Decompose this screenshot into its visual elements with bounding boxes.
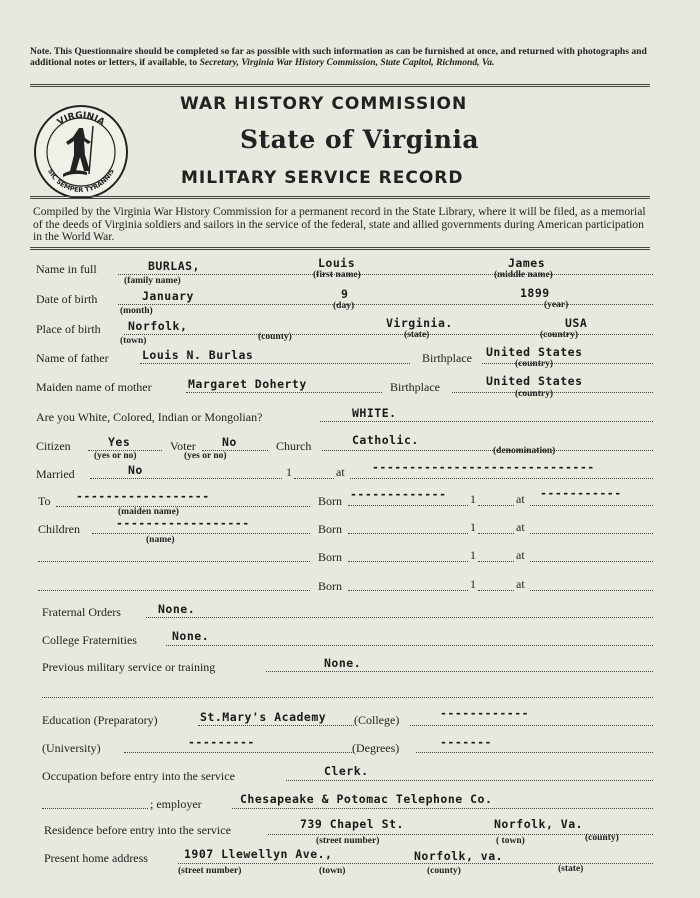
sub-town: ( town) — [496, 836, 525, 846]
value-degrees: ------- — [440, 735, 492, 749]
value-middle-name: James — [508, 256, 546, 270]
value-college: ------------ — [440, 706, 530, 720]
sub-middle-name: (middle name) — [494, 270, 553, 280]
sub-state: (state) — [404, 330, 430, 340]
value-father: Louis N. Burlas — [142, 348, 254, 362]
label-college: (College) — [354, 713, 400, 727]
label-education: Education (Preparatory) — [42, 713, 158, 727]
value-citizen: Yes — [108, 435, 131, 449]
value-mother-birthplace: United States — [486, 374, 583, 388]
label-married: Married — [36, 467, 75, 481]
sub-month: (month) — [120, 306, 153, 316]
sub-county: (county) — [585, 833, 619, 843]
header-state: State of Virginia — [240, 125, 480, 154]
label-dob: Date of birth — [36, 292, 98, 306]
note-label: Note. — [30, 46, 52, 57]
value-child-1: ------------------ — [116, 516, 250, 530]
sub-child-name: (name) — [146, 535, 175, 545]
sub-county: (county) — [427, 866, 461, 876]
label-child-year-3: 1 — [470, 577, 476, 591]
note-address: Secretary, Virginia War History Commission, State Capitol, Richmond, Va. — [199, 57, 495, 68]
note-text: This Questionnaire should be completed so far as possible with such information as can be furnished at once, and returned with photographs and additional notes or letters, if available, to — [30, 46, 647, 68]
label-child-born-3: Born — [318, 579, 342, 593]
value-family-name: BURLAS, — [148, 259, 200, 273]
sub-country: (country) — [515, 389, 553, 399]
value-mother: Margaret Doherty — [188, 377, 307, 391]
label-degrees: (Degrees) — [352, 741, 400, 755]
sub-town: (town) — [120, 336, 147, 346]
value-prev-military: None. — [324, 656, 362, 670]
label-child-year-2: 1 — [470, 548, 476, 562]
value-voter: No — [222, 435, 237, 449]
label-mother: Maiden name of mother — [36, 380, 152, 394]
value-fraternal: None. — [158, 602, 196, 616]
label-to: To — [38, 494, 51, 508]
value-church: Catholic. — [352, 433, 419, 447]
divider — [30, 84, 650, 87]
divider — [30, 196, 650, 199]
header-commission: WAR HISTORY COMMISSION — [180, 94, 468, 114]
header-record: MILITARY SERVICE RECORD — [181, 168, 464, 188]
label-born: Born — [318, 494, 342, 508]
value-father-birthplace: United States — [486, 345, 583, 359]
sub-country: (country) — [540, 330, 578, 340]
value-race: WHITE. — [352, 406, 397, 420]
value-present-town: Norfolk, va. — [414, 849, 504, 863]
label-present: Present home address — [44, 851, 148, 865]
value-res-town: Norfolk, Va. — [494, 817, 584, 831]
value-year: 1899 — [520, 286, 550, 300]
label-children: Children — [38, 522, 80, 536]
label-child-at-2: at — [516, 548, 525, 562]
label-child-born-1: Born — [318, 522, 342, 536]
label-university: (University) — [42, 741, 101, 755]
label-child-at-3: at — [516, 577, 525, 591]
label-pob: Place of birth — [36, 322, 101, 336]
intro-paragraph: Compiled by the Virginia War History Commission for a permanent record in the State Library, where it will be filed, as a memorial of the deeds of Virginia soldiers and sailors in the service of the federal, state and allied governments during American participation in the World War. — [33, 205, 646, 243]
label-fraternal: Fraternal Orders — [42, 605, 121, 619]
label-child-born-2: Born — [318, 550, 342, 564]
value-college-frat: None. — [172, 629, 210, 643]
value-pob-state: Virginia. — [386, 316, 453, 330]
label-occupation: Occupation before entry into the service — [42, 769, 235, 783]
value-university: --------- — [188, 735, 255, 749]
sub-denomination: (denomination) — [493, 446, 556, 456]
label-name: Name in full — [36, 262, 97, 276]
sub-day: (day) — [333, 301, 355, 311]
divider — [30, 247, 650, 250]
note-paragraph — [30, 46, 655, 68]
sub-street-number: (street number) — [178, 866, 242, 876]
value-spouse-born: ------------- — [350, 487, 447, 501]
virginia-seal-icon — [33, 104, 129, 200]
value-married: No — [128, 463, 143, 477]
value-occupation: Clerk. — [324, 764, 369, 778]
label-child-year-1: 1 — [470, 520, 476, 534]
label-prev-military: Previous military service or training — [42, 660, 216, 674]
value-pob-country: USA — [565, 316, 588, 330]
label-mother-birthplace: Birthplace — [390, 380, 440, 394]
label-father-birthplace: Birthplace — [422, 351, 472, 365]
label-married-at: at — [336, 465, 345, 479]
sub-year: (year) — [544, 300, 569, 310]
label-citizen: Citizen — [36, 439, 71, 453]
label-married-year: 1 — [286, 465, 292, 479]
value-spouse: ------------------ — [76, 489, 210, 503]
sub-first-name: (first name) — [313, 270, 361, 280]
label-race: Are you White, Colored, Indian or Mongolian? — [36, 410, 263, 424]
value-married-at: ------------------------------ — [372, 460, 595, 474]
value-pob-town: Norfolk, — [128, 319, 188, 333]
value-day: 9 — [341, 287, 349, 301]
value-spouse-at: ----------- — [540, 486, 622, 500]
seal-top-text: VIRGINIA — [55, 110, 107, 128]
label-voter: Voter — [170, 439, 196, 453]
sub-town: (town) — [319, 866, 346, 876]
sub-country: (country) — [515, 359, 553, 369]
label-college-frat: College Fraternities — [42, 633, 137, 647]
sub-street-number: (street number) — [316, 836, 380, 846]
sub-yes-or-no: (yes or no) — [184, 451, 227, 461]
sub-state: (state) — [558, 864, 584, 874]
value-res-street: 739 Chapel St. — [300, 817, 404, 831]
sub-yes-or-no: (yes or no) — [94, 451, 137, 461]
sub-county: (county) — [258, 332, 292, 342]
label-church: Church — [276, 439, 312, 453]
label-father: Name of father — [36, 351, 109, 365]
sub-maiden-name: (maiden name) — [118, 507, 179, 517]
label-employer: ; employer — [150, 797, 202, 811]
label-child-at-1: at — [516, 520, 525, 534]
label-residence: Residence before entry into the service — [44, 823, 231, 837]
value-employer: Chesapeake & Potomac Telephone Co. — [240, 792, 493, 806]
sub-family-name: (family name) — [124, 276, 181, 286]
value-prep-school: St.Mary's Academy — [200, 710, 327, 724]
label-spouse-year: 1 — [470, 492, 476, 506]
value-month: January — [142, 289, 194, 303]
value-present-street: 1907 Llewellyn Ave., — [184, 847, 333, 861]
label-spouse-at: at — [516, 492, 525, 506]
seal-bottom-text: SIC SEMPER TYRANNIS — [46, 167, 116, 195]
value-first-name: Louis — [318, 256, 356, 270]
